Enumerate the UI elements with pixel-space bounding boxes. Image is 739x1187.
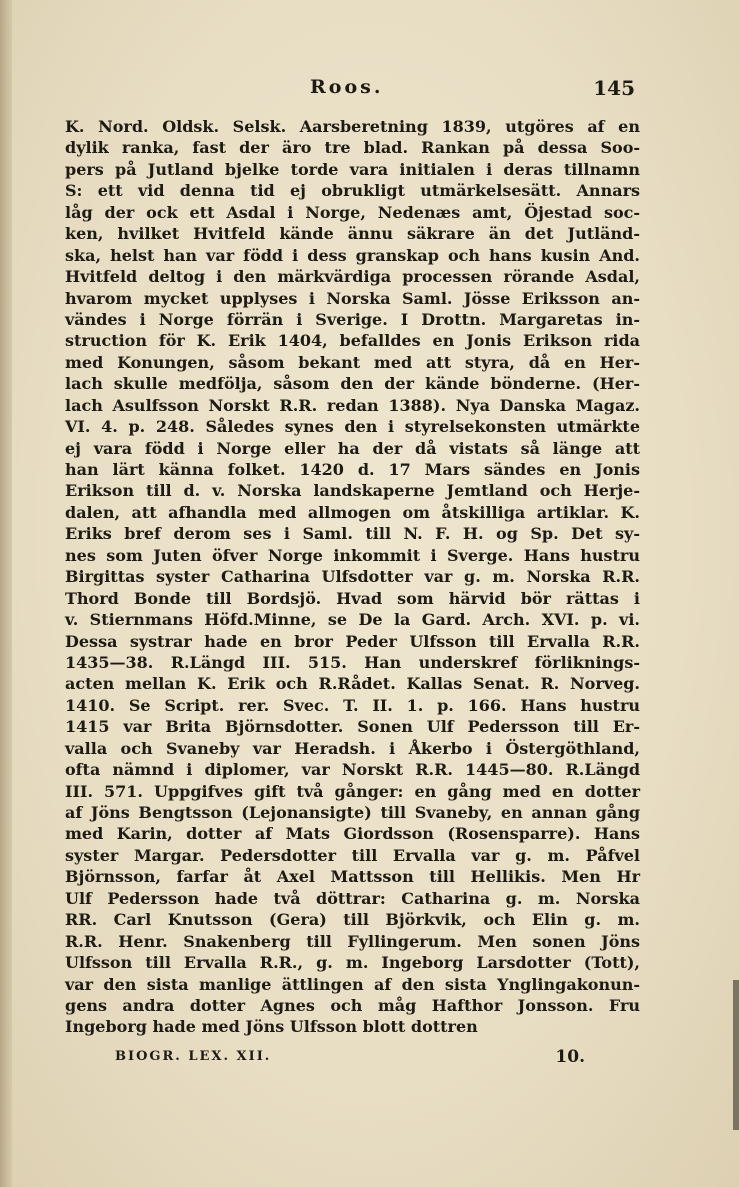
text-line: dylik ranka, fast der äro tre blad. Rankan på dessa Soo- xyxy=(65,138,640,158)
text-line: v. Stiernmans Höfd.Minne, se De la Gard. Arch. XVI. p. vi. xyxy=(65,610,640,630)
text-line: gens andra dotter Agnes och måg Hafthor Jonsson. Fru xyxy=(65,995,640,1015)
page-number: 145 xyxy=(593,76,635,100)
text-line: ken, hvilket Hvitfeld kände ännu säkrare än det Jutländ- xyxy=(65,224,640,244)
text-line: struction för K. Erik 1404, befalldes en Jonis Erikson rida xyxy=(65,331,640,351)
text-line: Erikson till d. v. Norska landskaperne Jemtland och Herje- xyxy=(65,481,640,501)
text-line: 1415 var Brita Björnsdotter. Sonen Ulf Pedersson till Er- xyxy=(65,717,640,737)
page-edge-shadow xyxy=(733,980,739,1130)
text-line: RR. Carl Knutsson (Gera) till Björkvik, och Elin g. m. xyxy=(65,910,640,930)
text-line: VI. 4. p. 248. Således synes den i styrelsekonsten utmärkte xyxy=(65,417,640,437)
text-line: III. 571. Uppgifves gift två gånger: en gång med en dotter xyxy=(65,781,640,801)
text-line: Thord Bonde till Bordsjö. Hvad som härvid bör rättas i xyxy=(65,588,640,608)
page-header xyxy=(70,70,635,110)
text-line: R.R. Henr. Snakenberg till Fyllingerum. Men sonen Jöns xyxy=(65,931,640,951)
text-line: Ulfsson till Ervalla R.R., g. m. Ingeborg Larsdotter (Tott), xyxy=(65,953,640,973)
text-line: K. Nord. Oldsk. Selsk. Aarsberetning 1839, utgöres af en xyxy=(65,117,640,136)
text-line: acten mellan K. Erik och R.Rådet. Kallas Senat. R. Norveg. xyxy=(65,674,640,694)
sheet-number: 10. xyxy=(555,1047,585,1067)
text-line: med Konungen, såsom bekant med att styra, då en Her- xyxy=(65,352,640,372)
text-line: Dessa systrar hade en bror Peder Ulfsson till Ervalla R.R. xyxy=(65,631,640,651)
text-line: af Jöns Bengtsson (Lejonansigte) till Svaneby, en annan gång xyxy=(65,803,640,822)
text-line: 1410. Se Script. rer. Svec. T. II. 1. p. 166. Hans hustru xyxy=(65,695,640,715)
text-line: med Karin, dotter af Mats Giordsson (Rosensparre). Hans xyxy=(65,824,640,844)
text-line: låg der ock ett Asdal i Norge, Nedenæs amt, Öjestad soc- xyxy=(65,202,640,222)
text-line: var den sista manlige ättlingen af den sista Ynglingakonun- xyxy=(65,974,640,994)
text-line: Birgittas syster Catharina Ulfsdotter var g. m. Norska R.R. xyxy=(65,567,640,587)
body-text xyxy=(65,116,640,1038)
text-line: Eriks bref derom ses i Saml. till N. F. H. og Sp. Det sy- xyxy=(65,524,640,544)
text-line: S: ett vid denna tid ej obrukligt utmärkelsesätt. Annars xyxy=(65,181,640,201)
text-line: vändes i Norge förrän i Sverige. I Drottn. Margaretas in- xyxy=(65,309,640,329)
text-line: Ulf Pedersson hade två döttrar: Catharina g. m. Norska xyxy=(65,888,640,908)
text-line: ej vara född i Norge eller ha der då vistats så länge att xyxy=(65,438,640,458)
text-line: hvarom mycket upplyses i Norska Saml. Jösse Eriksson an- xyxy=(65,288,640,308)
text-line: Hvitfeld deltog i den märkvärdiga processen rörande Asdal, xyxy=(65,267,640,287)
text-line: valla och Svaneby var Heradsh. i Åkerbo i Östergöthland, xyxy=(65,738,640,758)
text-line: lach skulle medfölja, såsom den der kände bönderne. (Her- xyxy=(65,374,640,394)
page-footer xyxy=(115,1047,585,1073)
text-line: ofta nämnd i diplomer, var Norskt R.R. 1445—80. R.Längd xyxy=(65,760,640,780)
text-line: nes som Juten öfver Norge inkommit i Sverge. Hans hustru xyxy=(65,545,640,565)
page-gutter xyxy=(0,0,12,1187)
text-line: pers på Jutland bjelke torde vara initialen i deras tillnamn xyxy=(65,159,640,179)
text-line: 1435—38. R.Längd III. 515. Han underskref förliknings- xyxy=(65,652,640,672)
text-line: Björnsson, farfar åt Axel Mattsson till Hellikis. Men Hr xyxy=(65,867,640,887)
text-line: Ingeborg hade med Jöns Ulfsson blott dottren xyxy=(65,1017,478,1037)
text-line: han lärt känna folket. 1420 d. 17 Mars sändes en Jonis xyxy=(65,460,640,479)
text-line: dalen, att afhandla med allmogen om åtskilliga artiklar. K. xyxy=(65,502,640,522)
running-title: Roos. xyxy=(310,76,384,98)
text-line: syster Margar. Pedersdotter till Ervalla var g. m. Påfvel xyxy=(65,845,640,865)
signature-mark: BIOGR. LEX. XII. xyxy=(115,1049,272,1064)
text-line: lach Asulfsson Norskt R.R. redan 1388). Nya Danska Magaz. xyxy=(65,395,640,415)
text-line: ska, helst han var född i dess granskap och hans kusin And. xyxy=(65,245,640,265)
